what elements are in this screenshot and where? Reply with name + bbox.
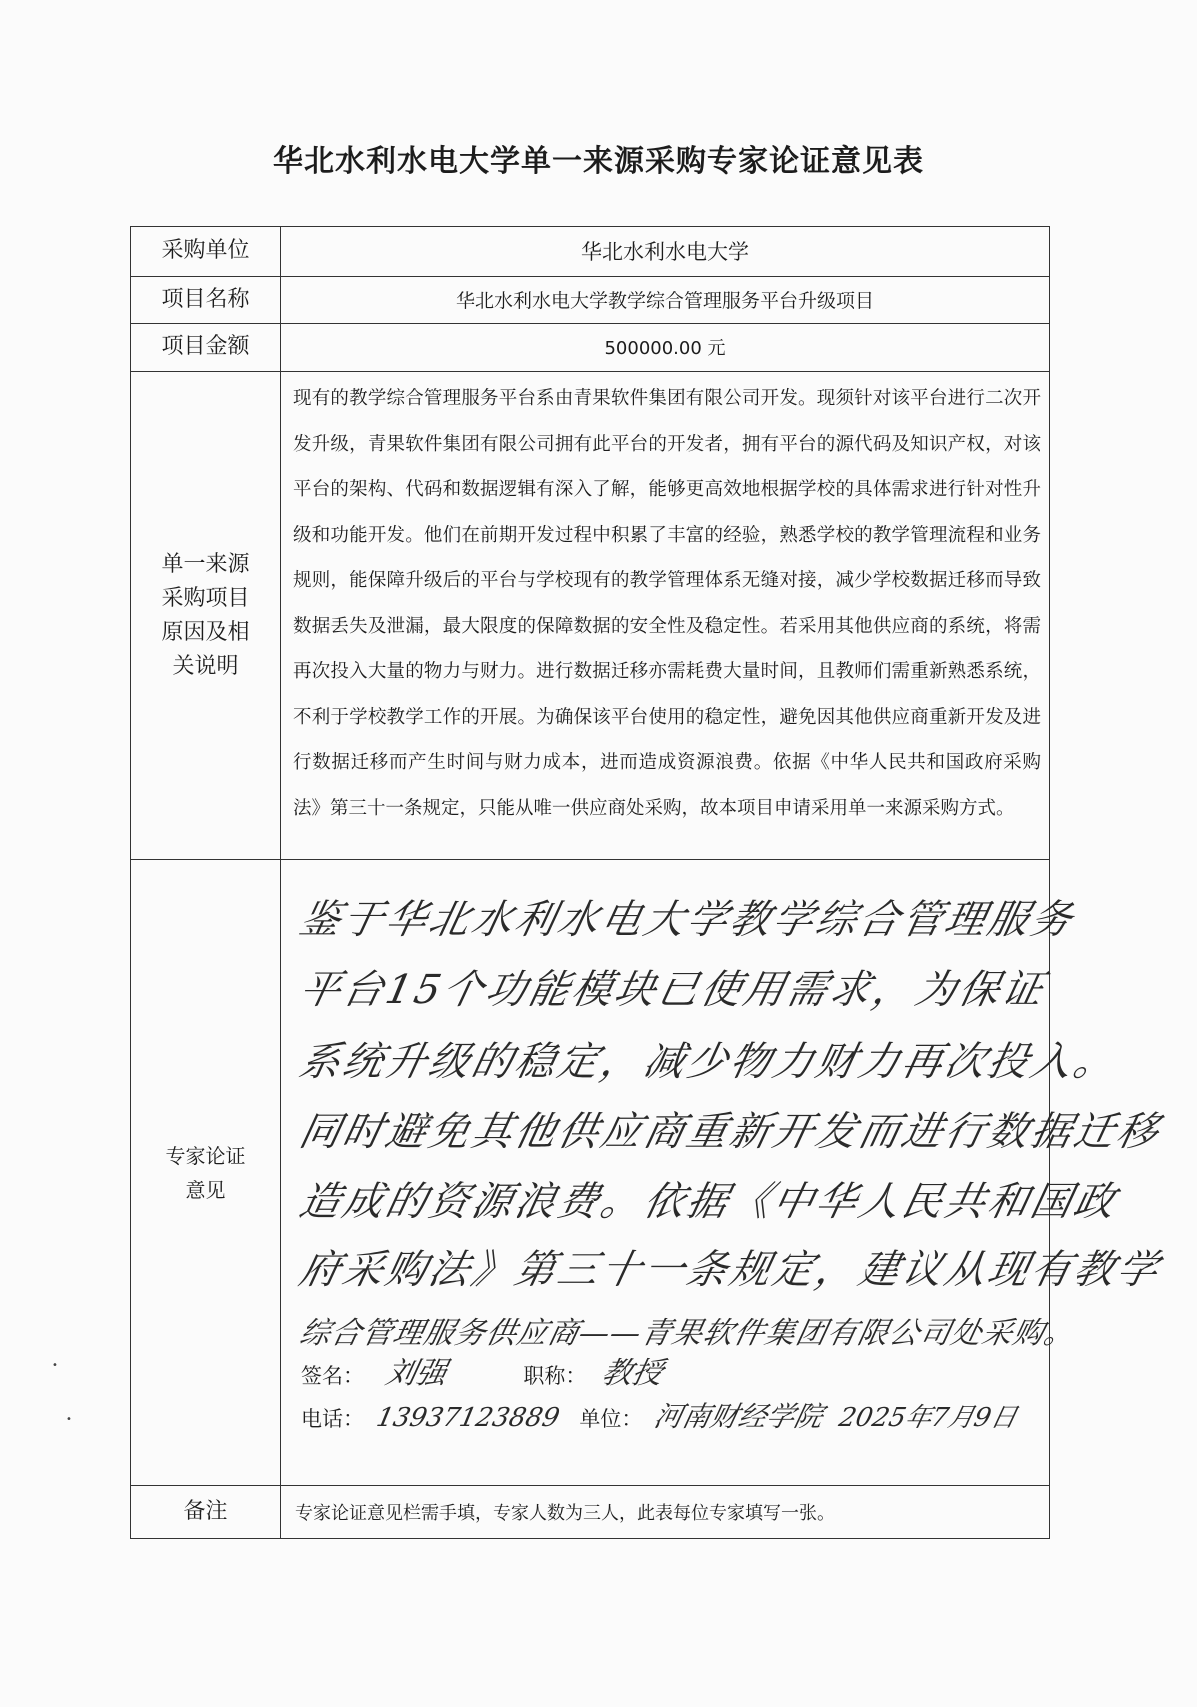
unit-label: 单位： (579, 1407, 643, 1432)
handwritten-line: 平台15个功能模块已使用需求，为保证 (295, 967, 1051, 1014)
handwritten-line: 同时避免其他供应商重新开发而进行数据迁移 (295, 1109, 1166, 1156)
unit-value: 河南财经学院 (651, 1400, 827, 1434)
expert-opinion-label-line: 专家论证 (165, 1143, 246, 1168)
reason-label (131, 372, 281, 860)
reason-label-line: 原因及相 (161, 619, 250, 645)
purchasing-unit-value: 华北水利水电大学 (281, 227, 1050, 277)
reason-label-line: 采购项目 (161, 585, 250, 611)
scan-speck: • (66, 1414, 72, 1425)
expert-opinion-label (131, 860, 281, 1486)
row-expert-opinion (131, 860, 1050, 1486)
opinion-form-table (130, 226, 1166, 1539)
reason-text-cell (281, 372, 1050, 860)
handwritten-line: 造成的资源浪费。依据《中华人民共和国政 (295, 1179, 1123, 1226)
handwritten-line: 系统升级的稳定，减少物力财力再次投入。 (295, 1039, 1123, 1086)
job-title-label: 职称： (523, 1364, 587, 1389)
row-project-amount (131, 323, 1050, 372)
row-reason (131, 372, 1050, 860)
project-amount-label: 项目金额 (131, 323, 281, 372)
reason-text: 现有的教学综合管理服务平台系由青果软件集团有限公司开发。现须针对该平台进行二次开发升级，青果软件集团有限公司拥有此平台的开发者，拥有平台的源代码及知识产权，对该平台的架构、代码和数据逻辑有深入了解，能够更高效地根据学校的具体需求进行针对性升级和功能开发。他们在前期开发过程中积累了丰富的经验，熟悉学校的教学管理流程和业务规则，能保障升级后的平台与学校现有的教学管理体系无缝对接，减少学校数据迁移而导致数据丢失及泄漏，最大限度的保障数据的安全性及稳定性。若采用其他供应商的系统，将需再次投入大量的物力与财力。进行数据迁移亦需耗费大量时间，且教师们需重新熟悉系统，不利于学校教学工作的开展。为确保该平台使用的稳定性，避免因其他供应商重新开发及进行数据迁移而产生时间与财力成本，进而造成资源浪费。依据《中华人民共和国政府采购法》第三十一条规定，只能从唯一供应商处采购，故本项目申请采用单一来源采购方式。 (293, 388, 1041, 819)
document-title: 华北水利水电大学单一来源采购专家论证意见表 (273, 144, 924, 179)
handwritten-line: 鉴于华北水利水电大学教学综合管理服务 (295, 897, 1080, 944)
expert-opinion-label-line: 意见 (185, 1177, 226, 1202)
handwritten-line: 综合管理服务供应商——青果软件集团有限公司处采购。 (296, 1316, 1079, 1352)
remarks-text: 专家论证意见栏需手填，专家人数为三人，此表每位专家填写一张。 (281, 1485, 1050, 1538)
reason-label-line: 单一来源 (161, 551, 250, 577)
project-name-label: 项目名称 (131, 276, 281, 323)
row-project-name (131, 276, 1050, 323)
signature-label: 签名： (301, 1364, 364, 1389)
job-title-value: 教授 (598, 1356, 667, 1392)
remarks-label: 备注 (131, 1485, 281, 1538)
phone-value: 13937123889 (373, 1403, 562, 1434)
signature-value: 刘强 (382, 1356, 450, 1392)
contact-row (301, 1395, 1020, 1435)
row-remarks (131, 1485, 1050, 1538)
expert-opinion-cell (281, 860, 1166, 1486)
reason-label-line: 关说明 (172, 653, 239, 679)
signature-row (301, 1348, 667, 1392)
project-name-value: 华北水利水电大学教学综合管理服务平台升级项目 (281, 276, 1050, 323)
handwritten-line: 府采购法》第三十一条规定，建议从现有教学 (295, 1247, 1166, 1294)
phone-label: 电话： (301, 1407, 364, 1432)
date-value: 2025年7月9日 (836, 1403, 1020, 1434)
row-purchasing-unit (131, 227, 1050, 277)
purchasing-unit-label: 采购单位 (131, 227, 281, 277)
project-amount-value: 500000.00 元 (281, 323, 1050, 372)
scan-speck: • (52, 1360, 58, 1371)
